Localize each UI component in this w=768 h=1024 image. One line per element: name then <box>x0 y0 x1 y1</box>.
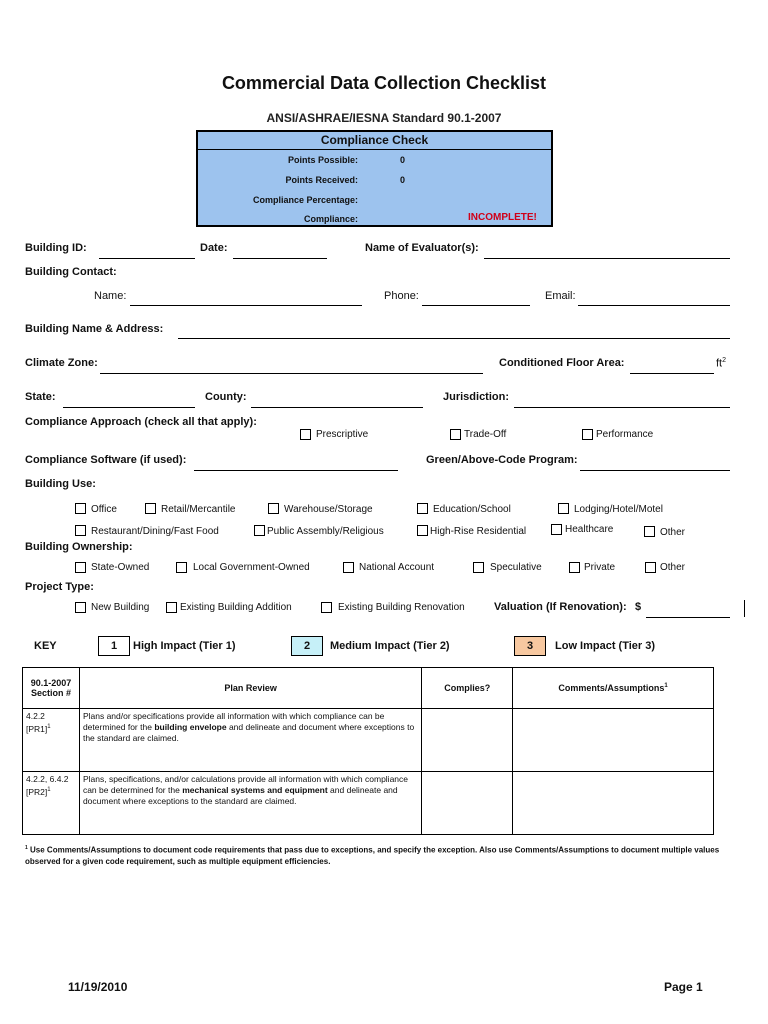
building-contact-label: Building Contact: <box>25 266 117 278</box>
points-received-label: Points Received: <box>285 175 358 185</box>
requirement-cell: Plans and/or specifications provide all information with which compliance can be determined for the building envelope and delineate and document where exceptions to the standard are claimed. <box>79 709 421 772</box>
cell-cursor <box>744 600 745 617</box>
valuation-label: Valuation (If Renovation): <box>494 601 627 613</box>
comments-cell[interactable] <box>513 772 714 835</box>
state-field[interactable] <box>63 407 195 408</box>
own-private-label: Private <box>584 562 616 573</box>
proj-addition-checkbox[interactable] <box>166 602 177 613</box>
building-name-address-label: Building Name & Address: <box>25 323 164 335</box>
col-header-complies: Complies? <box>422 668 513 709</box>
contact-phone-label: Phone: <box>384 290 419 302</box>
building-id-field[interactable] <box>99 258 195 259</box>
use-retail-checkbox[interactable] <box>145 503 156 514</box>
own-other-checkbox[interactable] <box>645 562 656 573</box>
key-label: KEY <box>34 640 57 652</box>
prescriptive-checkbox[interactable] <box>300 429 311 440</box>
own-other-label: Other <box>660 562 686 573</box>
building-ownership-label: Building Ownership: <box>25 541 133 553</box>
page-title: Commercial Data Collection Checklist <box>221 73 547 93</box>
use-healthcare-label: Healthcare <box>565 524 614 535</box>
state-label: State: <box>25 391 56 403</box>
key-tier2-label: Medium Impact (Tier 2) <box>330 640 450 652</box>
proj-renovation-checkbox[interactable] <box>321 602 332 613</box>
own-national-checkbox[interactable] <box>343 562 354 573</box>
date-label: Date: <box>200 242 228 254</box>
prescriptive-label: Prescriptive <box>316 429 369 440</box>
performance-checkbox[interactable] <box>582 429 593 440</box>
points-possible-value: 0 <box>400 155 406 165</box>
contact-email-field[interactable] <box>578 305 730 306</box>
contact-email-label: Email: <box>545 290 576 302</box>
use-restaurant-checkbox[interactable] <box>75 525 86 536</box>
own-local-gov-checkbox[interactable] <box>176 562 187 573</box>
plan-review-table <box>22 667 714 835</box>
use-warehouse-checkbox[interactable] <box>268 503 279 514</box>
own-local-gov-label: Local Government-Owned <box>193 562 310 573</box>
use-other-label: Other <box>660 527 686 538</box>
compliance-status: INCOMPLETE! <box>468 212 537 223</box>
own-state-label: State-Owned <box>91 562 150 573</box>
own-speculative-checkbox[interactable] <box>473 562 484 573</box>
own-state-checkbox[interactable] <box>75 562 86 573</box>
use-lodging-label: Lodging/Hotel/Motel <box>574 504 663 515</box>
complies-cell[interactable] <box>422 772 513 835</box>
key-tier1-box: 1 <box>98 636 130 656</box>
footer-page-number: Page 1 <box>664 980 703 994</box>
trade-off-checkbox[interactable] <box>450 429 461 440</box>
date-field[interactable] <box>233 258 327 259</box>
use-education-label: Education/School <box>433 504 511 515</box>
building-name-address-field[interactable] <box>178 338 730 339</box>
table-row <box>23 772 714 835</box>
use-restaurant-label: Restaurant/Dining/Fast Food <box>91 526 219 537</box>
footnote: $^1$ Use Comments/Assumptions to document code requirements that pass due to exceptions, and specify the exception. Also use Comments/Assumptions to document multiple values observed for a given code requirement, such as multiple equipment efficiencies. <box>25 845 720 866</box>
compliance-check-heading: Compliance Check <box>198 132 551 150</box>
key-tier3-box: 3 <box>514 636 546 656</box>
comments-cell[interactable] <box>513 709 714 772</box>
use-office-label: Office <box>91 504 117 515</box>
use-retail-label: Retail/Mercantile <box>161 504 236 515</box>
key-tier3-label: Low Impact (Tier 3) <box>555 640 656 652</box>
use-assembly-label: Public Assembly/Religious <box>267 526 384 537</box>
valuation-field[interactable] <box>646 617 730 618</box>
county-label: County: <box>205 391 247 403</box>
valuation-currency: $ <box>635 601 642 613</box>
use-lodging-checkbox[interactable] <box>558 503 569 514</box>
use-highrise-checkbox[interactable] <box>417 525 428 536</box>
compliance-label: Compliance: <box>303 214 358 224</box>
compliance-percentage-label: Compliance Percentage: <box>252 195 358 205</box>
green-program-field[interactable] <box>580 470 730 471</box>
jurisdiction-field[interactable] <box>514 407 730 408</box>
compliance-approach-label: Compliance Approach (check all that apply): <box>25 416 257 428</box>
proj-renovation-label: Existing Building Renovation <box>338 602 465 613</box>
contact-name-field[interactable] <box>130 305 362 306</box>
own-speculative-label: Speculative <box>490 562 542 573</box>
use-highrise-label: High-Rise Residential <box>430 526 527 537</box>
proj-new-label: New Building <box>91 602 150 613</box>
use-assembly-checkbox[interactable] <box>254 525 265 536</box>
trade-off-label: Trade-Off <box>464 429 507 440</box>
points-possible-label: Points Possible: <box>287 155 358 165</box>
complies-cell[interactable] <box>422 709 513 772</box>
contact-name-label: Name: <box>94 290 127 302</box>
table-header-row <box>23 668 714 709</box>
climate-zone-field[interactable] <box>100 373 483 374</box>
col-header-plan-review: Plan Review <box>79 668 421 709</box>
own-private-checkbox[interactable] <box>569 562 580 573</box>
project-type-label: Project Type: <box>25 581 94 593</box>
building-use-label: Building Use: <box>25 478 96 490</box>
key-tier1-label: High Impact (Tier 1) <box>133 640 236 652</box>
climate-zone-label: Climate Zone: <box>25 357 98 369</box>
floor-area-label: Conditioned Floor Area: <box>499 357 625 369</box>
footer-date: 11/19/2010 <box>68 980 128 994</box>
proj-addition-label: Existing Building Addition <box>180 602 292 613</box>
performance-label: Performance <box>596 429 654 440</box>
contact-phone-field[interactable] <box>422 305 530 306</box>
section-cell: 4.2.2, 6.4.2 $[PR2]^1$ <box>23 772 80 835</box>
use-warehouse-label: Warehouse/Storage <box>284 504 373 515</box>
col-header-section: 90.1-2007 Section # <box>23 668 80 709</box>
own-national-label: National Account <box>359 562 435 573</box>
points-received-value: 0 <box>400 175 406 185</box>
use-office-checkbox[interactable] <box>75 503 86 514</box>
standard-subtitle: ANSI/ASHRAE/IESNA Standard 90.1-2007 <box>266 111 502 125</box>
floor-area-field[interactable] <box>630 373 714 374</box>
col-header-comments: Comments/Assumptions$^1$ <box>513 668 714 709</box>
use-education-checkbox[interactable] <box>417 503 428 514</box>
building-id-label: Building ID: <box>25 242 87 254</box>
table-row <box>23 709 714 772</box>
section-cell: 4.2.2 $[PR1]^1$ <box>23 709 80 772</box>
compliance-check-panel <box>196 130 553 227</box>
use-other-checkbox[interactable] <box>644 526 655 537</box>
evaluators-field[interactable] <box>484 258 730 259</box>
proj-new-checkbox[interactable] <box>75 602 86 613</box>
compliance-software-label: Compliance Software (if used): <box>25 454 187 466</box>
use-healthcare-checkbox[interactable] <box>551 524 562 535</box>
jurisdiction-label: Jurisdiction: <box>443 391 510 403</box>
county-field[interactable] <box>251 407 423 408</box>
key-tier2-box: 2 <box>291 636 323 656</box>
floor-area-unit: $ft^2$ <box>716 357 727 370</box>
compliance-software-field[interactable] <box>194 470 398 471</box>
green-program-label: Green/Above-Code Program: <box>426 454 578 466</box>
evaluators-label: Name of Evaluator(s): <box>365 242 479 254</box>
requirement-cell: Plans, specifications, and/or calculations provide all information with which compliance can be determined for the mechanical systems and equipment and delineate and document where exceptions to the standard are claimed. <box>79 772 421 835</box>
